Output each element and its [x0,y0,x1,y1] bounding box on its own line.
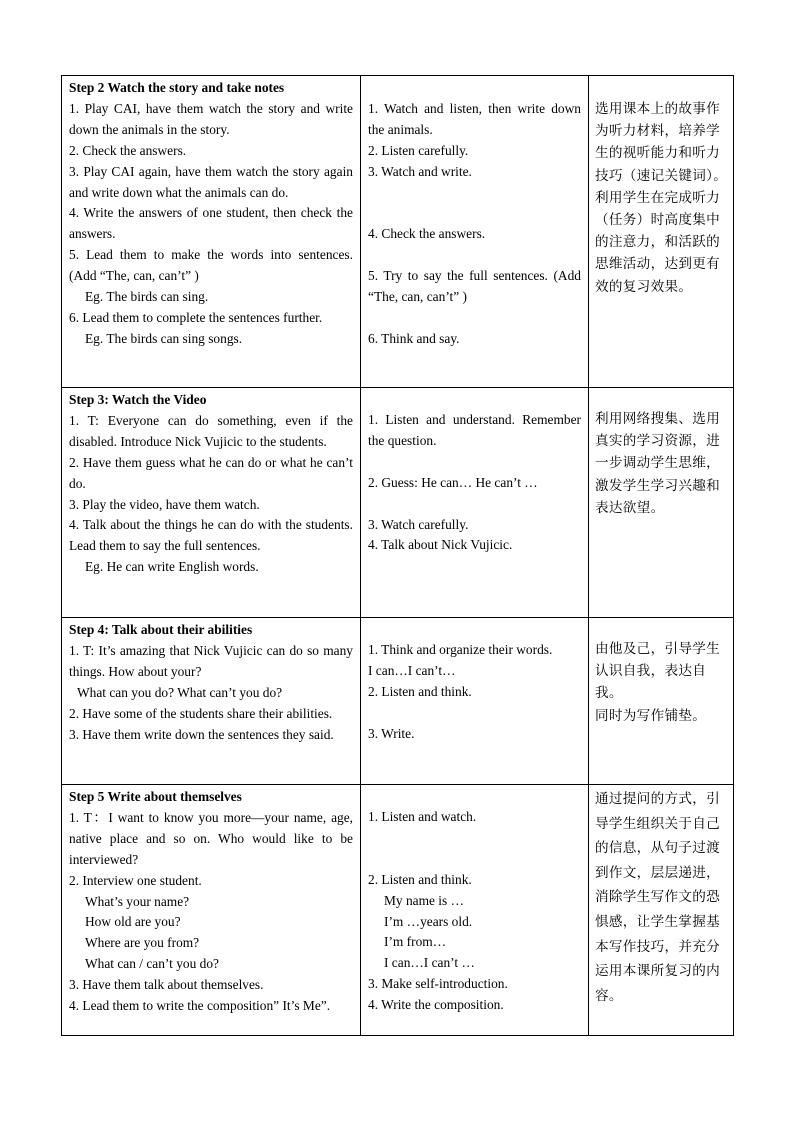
teacher-activity: 3. Have them write down the sentences they said. [69,726,334,742]
student-activity [368,183,581,204]
teacher-activity-cell [62,76,361,388]
student-response: I’m …years old. [384,913,473,929]
teacher-activity: 1. T: Everyone can do something, even if the disabled. Introduce Nick Vujicic to the students. [69,412,357,449]
student-activity [368,828,581,849]
student-activity-cell [361,388,589,618]
teacher-activity: 1. Play CAI, have them watch the story and write down the animals in the story. [69,100,357,137]
student-activity: 1. Listen and watch. [368,809,477,824]
teacher-activity: 5. Lead them to make the words into sentences. (Add “The, can, can’t” ) [69,247,357,284]
step-title: Step 4: Talk about their abilities [69,622,253,637]
example-sentence: Eg. The birds can sing. [85,289,209,305]
teacher-activity: 4. Talk about the things he can do with the students. Lead them to say the full sentences. [69,517,357,554]
step-title: Step 2 Watch the story and take notes [69,80,285,95]
interview-question: What can / can’t you do? [85,956,219,972]
student-activity [368,849,581,870]
student-activity: 4. Write the composition. [368,997,504,1013]
teacher-activity: 3. Play the video, have them watch. [69,496,260,512]
student-activity [368,78,581,99]
step-row [62,785,734,1036]
interview-question: What’s your name? [85,893,190,909]
teacher-activity-cell [62,388,361,618]
student-activity: 1. Watch and listen, then write down the animals. [368,100,585,137]
teacher-activity: 1. T: It’s amazing that Nick Vujicic can do so many things. How about your? [69,642,357,679]
teacher-activity: 2. Check the answers. [69,142,187,158]
student-activity: 3. Write. [368,725,415,741]
interview-question: How old are you? [85,914,181,930]
teacher-activity: 4. Lead them to write the composition” It’s Me”. [69,998,331,1014]
student-activity: 2. Listen and think. [368,683,472,699]
teacher-activity-cell [62,785,361,1036]
teacher-activity: 3. Have them talk about themselves. [69,977,264,993]
teacher-activity: 2. Have some of the students share their abilities. [69,705,333,721]
design-purpose: 选用课本上的故事作为听力材料，培养学生的视听能力和听力技巧（速记关键词）。利用学生在完成听力（任务）时高度集中的注意力，和活跃的思维活动，达到更有效的复习效果。 [595,101,728,295]
student-response: My name is … [384,892,464,908]
student-activity: 2. Listen and think. [368,871,472,887]
teacher-activity: 2. Interview one student. [69,872,202,888]
teacher-activity: 4. Write the answers of one student, then check the answers. [69,205,357,242]
student-activity [368,494,581,515]
student-activity [368,245,581,266]
lesson-plan-table [61,75,734,1036]
student-activity: 1. Think and organize their words. [368,642,553,657]
student-activity: 4. Check the answers. [368,226,486,242]
design-purpose: 由他及己，引导学生认识自我，表达自我。 同时为写作铺垫。 [595,641,721,724]
step-title: Step 3: Watch the Video [69,392,207,407]
step-title: Step 5 Write about themselves [69,789,242,804]
design-purpose-cell [589,388,734,618]
student-activity [368,703,581,724]
student-activity: 2. Listen carefully. [368,142,469,158]
teacher-activity: 2. Have them guess what he can do or what he can’t do. [69,454,357,491]
student-response: I’m from… [384,934,447,950]
design-purpose: 利用网络搜集、选用真实的学习资源，进一步调动学生思维，激发学生学习兴趣和表达欲望。 [595,411,721,516]
step-row [62,388,734,618]
step-row [62,618,734,785]
student-activity: 4. Talk about Nick Vujicic. [368,537,513,553]
student-activity-cell [361,618,589,785]
student-activity: 3. Watch and write. [368,163,472,179]
student-activity [368,452,581,473]
teacher-activity: 3. Play CAI again, have them watch the story again and write down what the animals can do. [69,163,357,200]
student-activity: 6. Think and say. [368,330,460,346]
student-activity: 3. Make self-introduction. [368,976,508,992]
student-activity: I can…I can’t… [368,662,456,678]
design-purpose-cell [589,618,734,785]
teacher-activity-cell [62,618,361,785]
example-sentence: Eg. He can write English words. [85,559,259,575]
student-activity: 1. Listen and understand. Remember the question. [368,412,585,448]
teacher-activity: What can you do? What can’t you do? [77,684,283,700]
student-activity [368,203,581,224]
teacher-activity: 6. Lead them to complete the sentences further. [69,309,323,325]
design-purpose-cell [589,76,734,388]
teacher-activity: 1. T：I want to know you more—your name, age, native place and so on. Who would like to be interviewed? [69,809,357,867]
student-activity-cell [361,785,589,1036]
design-purpose: 通过提问的方式，引导学生组织关于自己的信息，从句子过渡到作文，层层递进，消除学生写作文的恐惧感，让学生掌握基本写作技巧，并充分运用本课所复习的内容。 [595,791,721,1004]
student-activity: 2. Guess: He can… He can’t … [368,474,538,490]
student-activity: 3. Watch carefully. [368,516,469,532]
step-row [62,76,734,388]
student-activity: 5. Try to say the full sentences. (Add “The, can, can’t” ) [368,268,585,304]
example-sentence: Eg. The birds can sing songs. [85,330,243,346]
student-activity [368,308,581,329]
interview-question: Where are you from? [85,935,200,951]
student-activity-cell [361,76,589,388]
design-purpose-cell [589,785,734,1036]
student-response: I can…I can’t … [384,955,475,971]
